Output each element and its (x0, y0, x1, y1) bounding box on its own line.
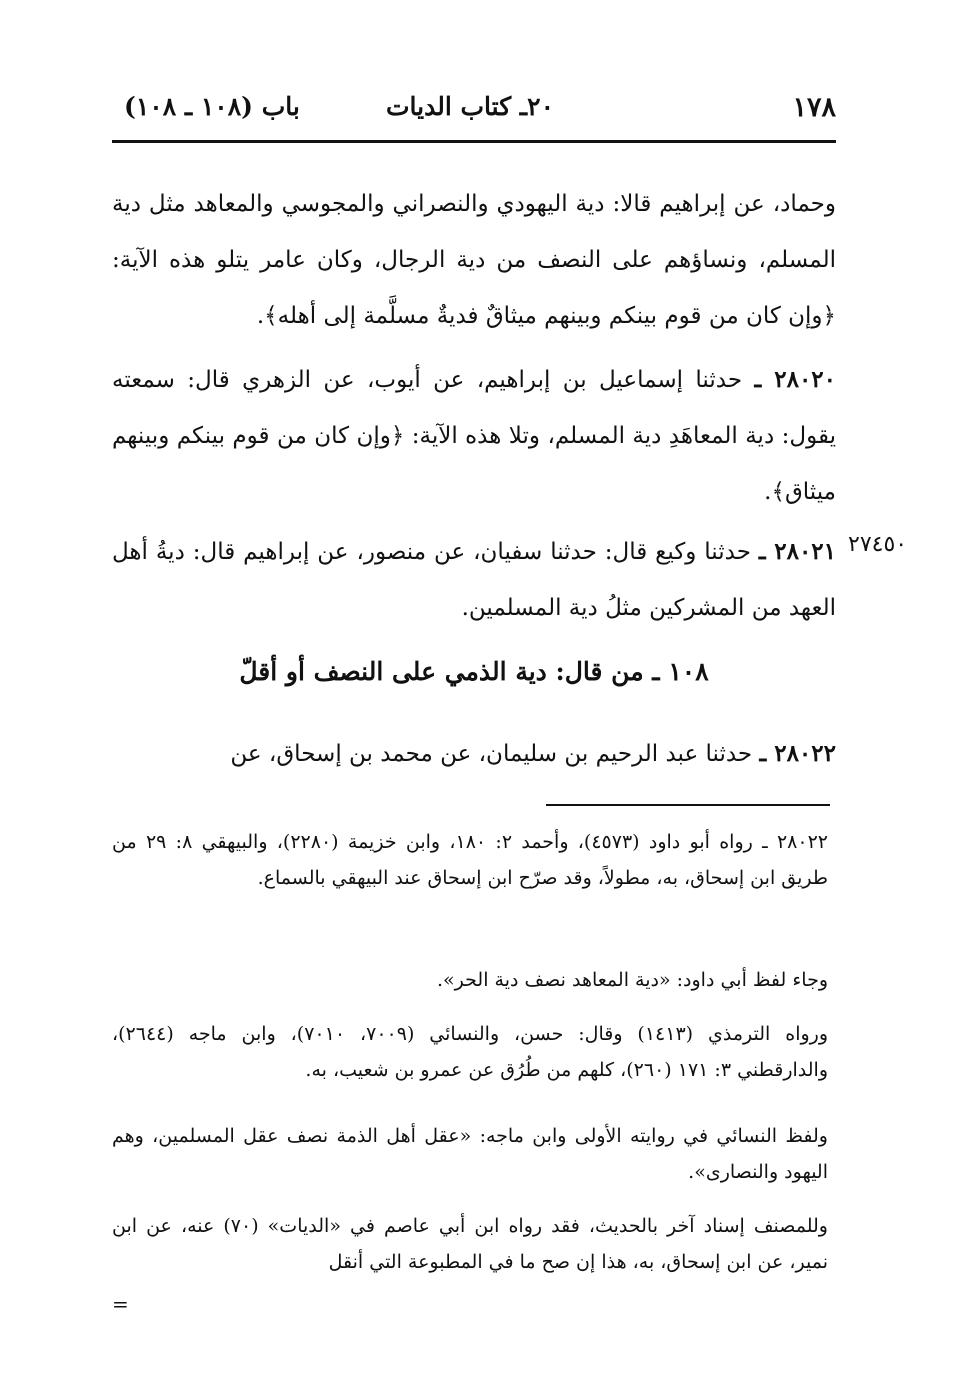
paragraph-text: وحماد، عن إبراهيم قالا: دية اليهودي والنصراني والمجوسي والمعاهد مثل دية المسلم، ونساؤهم على النصف من دية الرجال، وكان عامر يتلو هذه الآية: ﴿وإن كان من قوم بينكم وبينهم ميثاقٌ فديةٌ مسلَّمة إلى أهله﴾. (112, 191, 836, 329)
hadith-number: ٢٨٠٢١ ـ (758, 538, 837, 565)
header-rule (112, 140, 836, 143)
hadith-28022 (112, 726, 836, 782)
margin-reference: ٢٧٤٥٠ (848, 532, 908, 557)
hadith-28020 (112, 352, 836, 520)
hadith-28021 (112, 524, 836, 636)
footnote: ورواه الترمذي (١٤١٣) وقال: حسن، والنسائي (٧٠٠٩، ٧٠١٠)، وابن ماجه (٢٦٤٤)، والدارقطني ٣: ١٧١ (٢٦٠)، كلهم من طُرُق عن عمرو بن شعيب، به. (112, 1023, 828, 1081)
hadith-text: حدثنا وكيع قال: حدثنا سفيان، عن منصور، عن إبراهيم قال: ديةُ أهل العهد من المشركين مثلُ دية المسلمين. (112, 539, 836, 621)
page-header (112, 88, 836, 134)
footnote: وللمصنف إسناد آخر بالحديث، فقد رواه ابن أبي عاصم في «الديات» (٧٠) عنه، عن ابن نمير، عن ابن إسحاق، به، هذا إن صح ما في المطبوعة التي أنقل (112, 1215, 828, 1273)
hadith-text: حدثنا عبد الرحيم بن سليمان، عن محمد بن إسحاق، عن (230, 741, 753, 767)
section-heading: ١٠٨ ـ من قال: دية الذمي على النصف أو أقلّ (239, 657, 709, 686)
footnote: ولفظ النسائي في روايته الأولى وابن ماجه: «عقل أهل الذمة نصف عقل المسلمين، وهم اليهود والنصارى». (112, 1125, 828, 1183)
footnote: وجاء لفظ أبي داود: «دية المعاهد نصف دية الحر». (437, 969, 828, 991)
chapter-range: باب (١٠٨ ـ ١٠٨) (124, 92, 300, 121)
paragraph-continuation (112, 176, 836, 344)
footnote-separator (546, 804, 830, 806)
hadith-text: حدثنا إسماعيل بن إبراهيم، عن أيوب، عن الزهري قال: سمعته يقول: دية المعاهَدِ دية المسلم، وتلا هذه الآية: ﴿وإن كان من قوم بينكم وبينهم ميثاق﴾. (112, 367, 836, 505)
hadith-number: ٢٨٠٢٢ ـ (759, 740, 836, 767)
page-number: ١٧٨ (792, 92, 836, 123)
footnote: ٢٨٠٢٢ ـ رواه أبو داود (٤٥٧٣)، وأحمد ٢: ١٨٠، وابن خزيمة (٢٢٨٠)، والبيهقي ٨: ٢٩ من طريق ابن إسحاق، به، مطولاً، وقد صرّح ابن إسحاق عند البيهقي بالسماع. (112, 831, 828, 889)
hadith-number: ٢٨٠٢٠ ـ (754, 366, 837, 393)
book-title: ٢٠ـ كتاب الديات (386, 92, 554, 121)
continuation-mark: = (112, 1292, 129, 1316)
